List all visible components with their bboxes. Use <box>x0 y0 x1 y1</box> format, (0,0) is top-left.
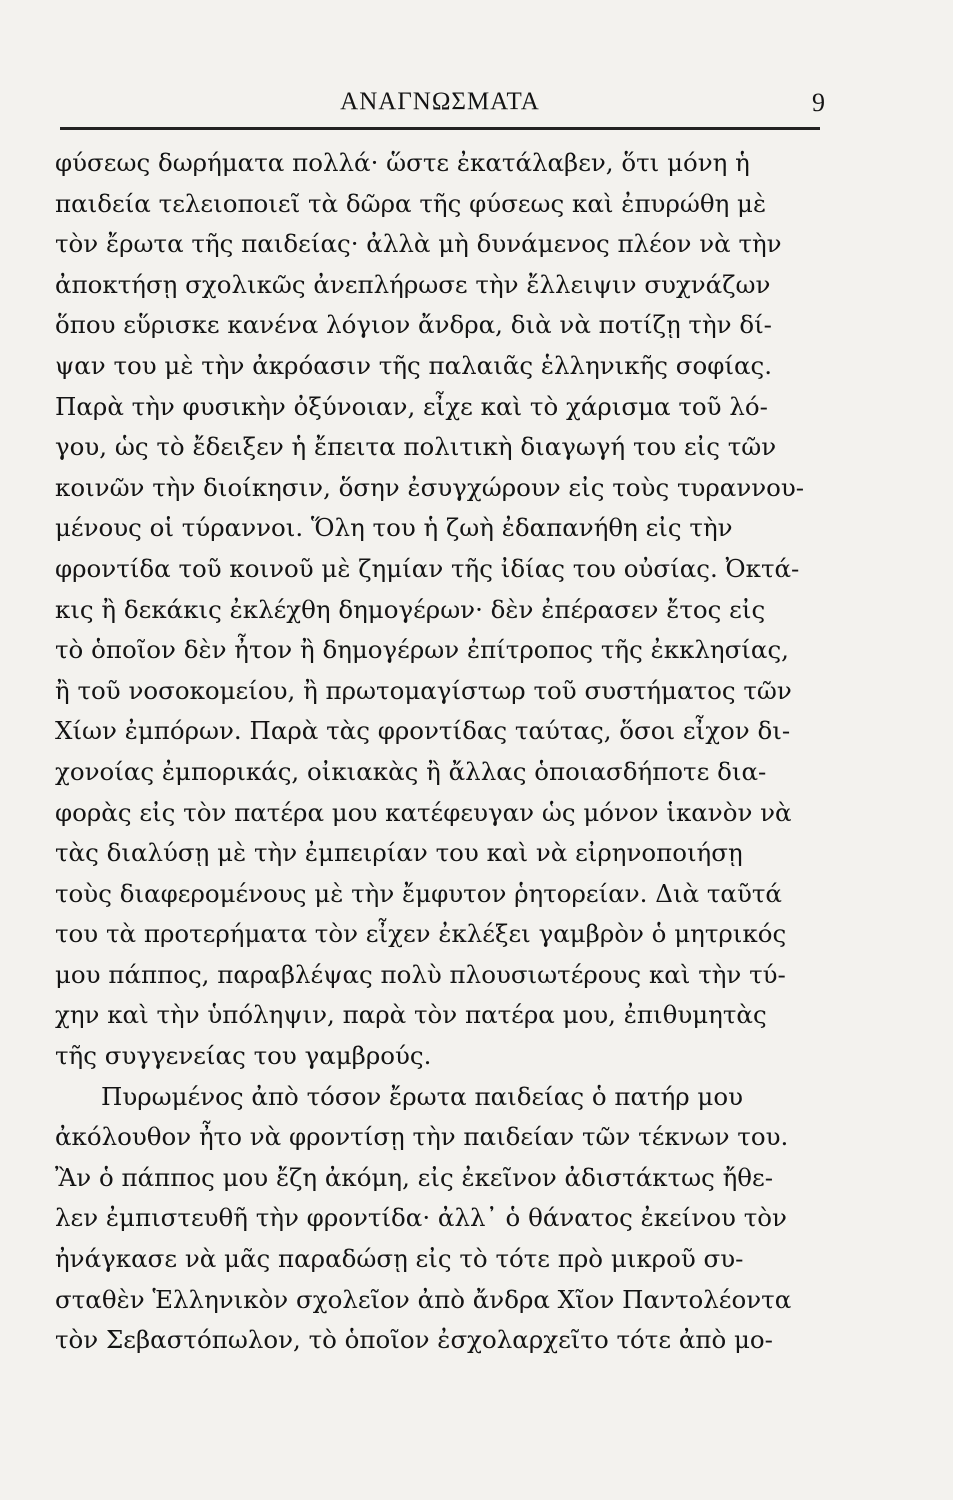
text-line: κοινῶν τὴν διοίκησιν, ὅσην ἐσυγχώρουν εἰς τοὺς τυραννου- <box>55 472 805 502</box>
text-line: ἀποκτήσῃ σχολικῶς ἀνεπλήρωσε τὴν ἔλλειψιν συχνάζων <box>55 269 771 299</box>
text-line: γου, ὡς τὸ ἔδειξεν ἡ ἔπειτα πολιτικὴ διαγωγή του εἰς τῶν <box>55 432 777 462</box>
text-line: φροντίδα τοῦ κοινοῦ μὲ ζημίαν τῆς ἰδίας του οὐσίας. Ὀκτά- <box>55 553 800 583</box>
text-line: του τὰ προτερήματα τὸν εἶχεν ἐκλέξει γαμβρὸν ὁ μητρικός <box>55 919 787 949</box>
text-line: χονοίας ἐμπορικάς, οἰκιακὰς ἢ ἄλλας ὁποιασδήποτε δια- <box>55 756 767 786</box>
text-line: χην καὶ τὴν ὑπόληψιν, παρὰ τὸν πατέρα μου, ἐπιθυμητὰς <box>55 1000 767 1030</box>
text-line: ὅπου εὕρισκε κανένα λόγιον ἄνδρα, διὰ νὰ ποτίζῃ τὴν δί- <box>55 310 772 340</box>
text-line: τὰς διαλύσῃ μὲ τὴν ἐμπειρίαν του καὶ νὰ εἰρηνοποιήσῃ <box>55 838 743 868</box>
text-line: τὸν Σεβαστόπωλον, τὸ ὁποῖον ἐσχολαρχεῖτο τότε ἀπὸ μο- <box>55 1325 773 1355</box>
text-line: σταθὲν Ἑλληνικὸν σχολεῖον ἀπὸ ἄνδρα Χῖον Παντολέοντα <box>55 1284 792 1314</box>
text-line: Παρὰ τὴν φυσικὴν ὀξύνοιαν, εἶχε καὶ τὸ χάρισμα τοῦ λό- <box>55 391 768 421</box>
running-head: ΑΝΑΓΝΩΣΜΑΤΑ <box>340 88 540 115</box>
text-line: φύσεως δωρήματα πολλά· ὥστε ἐκατάλαβεν, ὅτι μόνη ἡ <box>55 148 750 177</box>
text-line: μένους οἱ τύραννοι. Ὅλη του ἡ ζωὴ ἐδαπανήθη εἰς τὴν <box>55 513 733 543</box>
text-line: τὸν ἔρωτα τῆς παιδείας· ἀλλὰ μὴ δυνάμενος πλέον νὰ τὴν <box>55 229 782 259</box>
text-line: Ἂν ὁ πάππος μου ἔζη ἀκόμη, εἰς ἐκεῖνον ἀδιστάκτως ἤθε- <box>55 1162 774 1192</box>
text-line: τὸ ὁποῖον δὲν ἦτον ἢ δημογέρων ἐπίτροπος τῆς ἐκκλησίας, <box>55 635 789 665</box>
text-line: ψαν του μὲ τὴν ἀκρόασιν τῆς παλαιᾶς ἑλληνικῆς σοφίας. <box>55 350 773 380</box>
text-line: κις ἢ δεκάκις ἐκλέχθη δημογέρων· δὲν ἐπέρασεν ἔτος εἰς <box>55 594 766 624</box>
body-text <box>55 143 823 1361</box>
text-line: φορὰς εἰς τὸν πατέρα μου κατέφευγαν ὡς μόνον ἱκανὸν νὰ <box>55 797 792 827</box>
text-line: παιδεία τελειοποιεῖ τὰ δῶρα τῆς φύσεως καὶ ἐπυρώθη μὲ <box>55 188 767 218</box>
header-rule <box>60 127 820 130</box>
page-number: 9 <box>812 88 825 117</box>
text-line: μου πάππος, παραβλέψας πολὺ πλουσιωτέρους καὶ τὴν τύ- <box>55 959 786 989</box>
page-header <box>55 88 825 128</box>
text-line: Χίων ἐμπόρων. Παρὰ τὰς φροντίδας ταύτας, ὅσοι εἶχον δι- <box>55 716 791 746</box>
text-line: τῆς συγγενείας του γαμβρούς. <box>55 1041 432 1071</box>
text-line: τοὺς διαφερομένους μὲ τὴν ἔμφυτον ῥητορείαν. Διὰ ταῦτά <box>55 878 782 908</box>
text-line: λεν ἐμπιστευθῆ τὴν φροντίδα· ἀλλ᾽ ὁ θάνατος ἐκείνου τὸν <box>55 1203 787 1233</box>
paragraph-first-line: Πυρωμένος ἀπὸ τόσον ἔρωτα παιδείας ὁ πατήρ μου <box>101 1081 744 1111</box>
text-line: ἠνάγκασε νὰ μᾶς παραδώσῃ εἰς τὸ τότε πρὸ μικροῦ συ- <box>55 1244 744 1274</box>
text-line: ἢ τοῦ νοσοκομείου, ἢ πρωτομαγίστωρ τοῦ συστήματος τῶν <box>55 675 792 705</box>
text-line: ἀκόλουθον ἦτο νὰ φροντίσῃ τὴν παιδείαν τῶν τέκνων του. <box>55 1122 789 1152</box>
